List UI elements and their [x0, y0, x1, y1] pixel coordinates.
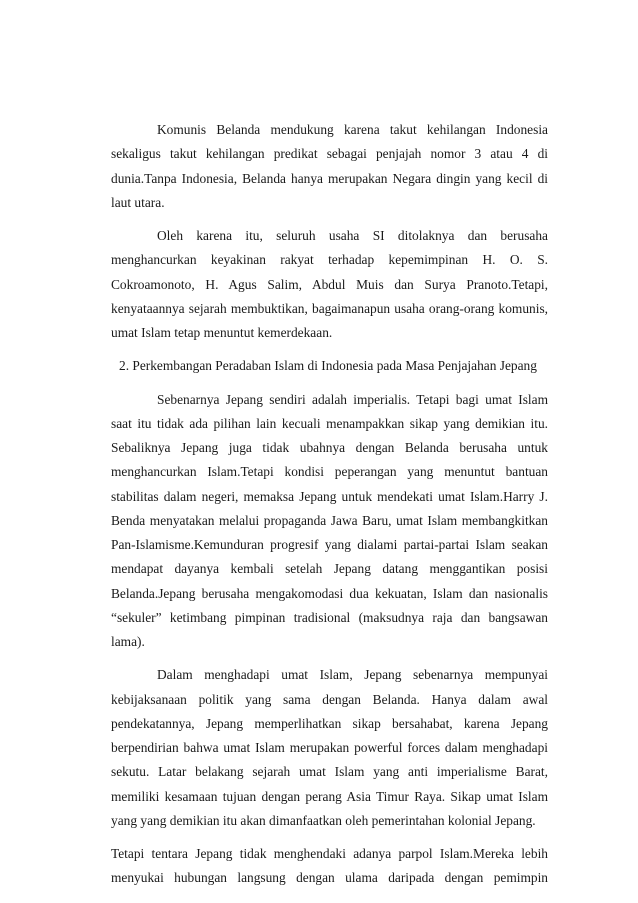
paragraph-tentara-jepang: Tetapi tentara Jepang tidak menghendaki adanya parpol Islam.Mereka lebih menyukai hubungan langsung dengan ulama daripada dengan pemimpin [111, 846, 548, 886]
paragraph-kebijaksanaan-politik: Dalam menghadapi umat Islam, Jepang sebenarnya mempunyai kebijaksanaan politik yang sama dengan Belanda. Hanya dalam awal pendekatannya, Jepang memperlihatkan sikap bersahabat, karena Jepang berpendirian bahwa umat Islam merupakan powerful forces dalam menghadapi sekutu. Latar belakang sejarah umat Islam yang anti imperialisme Barat, memiliki kesamaan tujuan dengan perang Asia Timur Raya. Sikap umat Islam yang yang demikian itu akan dimanfaatkan oleh pemerintahan kolonial Jepang. [111, 667, 548, 828]
paragraph-usaha-si: Oleh karena itu, seluruh usaha SI ditolaknya dan berusaha menghancurkan keyakinan rakyat terhadap kepemimpinan H. O. S. Cokroamonoto, H. Agus Salim, Abdul Muis dan Surya Pranoto.Tetapi, kenyataannya sejarah membuktikan, bagaimanapun usaha orang-orang komunis, umat Islam tetap menuntut kemerdekaan. [111, 228, 548, 340]
paragraph-jepang-imperialis: Sebenarnya Jepang sendiri adalah imperialis. Tetapi bagi umat Islam saat itu tidak ada pilihan lain kecuali menampakkan sikap yang demikian itu. Sebaliknya Jepang juga tidak ubahnya dengan Belanda berusaha untuk menghancurkan Islam.Tetapi kondisi peperangan yang menuntut bantuan stabilitas dalam negeri, memaksa Jepang untuk mendekati umat Islam.Harry J. Benda menyatakan melalui propaganda Jawa Baru, umat Islam membangkitkan Pan-Islamisme.Kemunduran progresif yang dialami partai-partai Islam seakan mendapat dayanya kembali setelah Jepang datang menggantikan posisi Belanda.Jepang berusaha mengakomodasi dua kekuatan, Islam dan nasionalis “sekuler” ketimbang pimpinan tradisional (maksudnya raja dan bangsawan lama). [111, 391, 548, 649]
document-body [111, 118, 548, 900]
paragraph-komunis-belanda: Komunis Belanda mendukung karena takut kehilangan Indonesia sekaligus takut kehilangan predikat sebagai penjajah nomor 3 atau 4 di dunia.Tanpa Indonesia, Belanda hanya merupakan Negara dingin yang kecil di laut utara. [111, 122, 548, 210]
section-heading: 2. Perkembangan Peradaban Islam di Indonesia pada Masa Penjajahan Jepang [119, 358, 537, 374]
